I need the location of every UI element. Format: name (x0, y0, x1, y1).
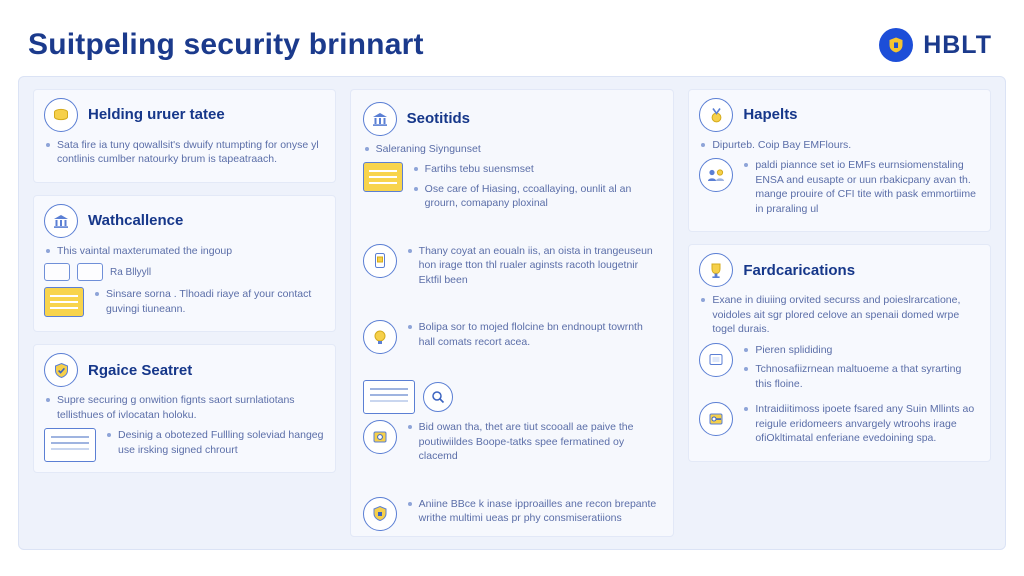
bullet-list (44, 244, 325, 258)
trophy-icon (699, 253, 733, 287)
bank-building-icon (44, 204, 78, 238)
icon-row (363, 380, 662, 414)
list-item: Bid owan tha, thet are tiut scooall ae paive the poutiwiildes Boope-tatks spee fermatined oy clacemd (406, 420, 662, 463)
bullet-list (699, 138, 980, 152)
laptop-icon (363, 380, 415, 414)
laptop-search-icon (423, 382, 453, 412)
card-header (699, 253, 980, 287)
icon-text-row (363, 162, 662, 215)
key-shield-icon (699, 402, 733, 436)
list-item: Thany coyat an eoualn iis, an oista in trangeuseun hon irage tton thl rualer aginsts racoth lougetnir Ektfil been (406, 244, 662, 287)
card-mid-4 (361, 372, 664, 474)
bullet-list (412, 162, 662, 210)
list-item: This vaintal maxterumated the ingoup (44, 244, 325, 258)
shield-badge-icon (879, 28, 913, 62)
list-item: Sata fire ia tuny qowallsit's dwuify ntumpting for onyse yl contlinis cumlber natourky brum is tapeatraach. (44, 138, 325, 167)
list-item: paldi piannce set io EMFs eurnsiomenstaling ENSA and eusapte or uun rbakicpany avan th. mange prouire of CFI tite with pask emmortiime in praraling ul (742, 158, 980, 216)
inline-icon-row (44, 263, 325, 281)
bullet-list (406, 320, 662, 349)
bullet-list (363, 142, 662, 156)
card-left-2 (33, 195, 336, 332)
icon-text-row (699, 402, 980, 450)
card-title: Helding uruer tatee (88, 106, 225, 124)
list-item: Sinsare sorna . Tlhoadi riaye af your contact guvingi tiuneann. (93, 287, 325, 316)
card-title: Hapelts (743, 106, 798, 124)
card-title: Wathcallence (88, 212, 184, 230)
bullet-list (406, 497, 662, 526)
card-title: Fardcarications (743, 261, 856, 279)
inline-icon-label: Ra Bllyyll (110, 266, 152, 278)
bullet-list (742, 158, 980, 216)
icon-text-row (699, 343, 980, 396)
bullet-list (93, 287, 325, 316)
card-chip-icon (44, 263, 70, 281)
bullet-list (44, 138, 325, 167)
document-yellow-icon (44, 287, 84, 317)
card-title: Rgaice Seatret (88, 361, 193, 379)
card-left-1 (33, 89, 336, 183)
list-item: Aniine BBce k inase ipproailles ane recon brepante writhe multimi ueas pr phy consmiseratiions (406, 497, 662, 526)
bullet-list (699, 293, 980, 336)
list-item: Saleraning Siyngunset (363, 142, 662, 156)
people-group-icon (699, 158, 733, 192)
bank-safe-icon (699, 343, 733, 377)
list-item: Dipurteb. Coip Bay EMFlours. (699, 138, 980, 152)
list-item: Bolipa sor to mojed flolcine bn endnoupt towrnth hall comats recort acea. (406, 320, 662, 349)
icon-text-row (44, 428, 325, 462)
brand-name: HBLT (923, 30, 992, 59)
bullet-list (406, 420, 662, 463)
list-item: Tchnosafiizrnean maltuoeme a that syrarting this floine. (742, 362, 980, 391)
icon-text-row (363, 497, 662, 531)
list-item: Desinig a obotezed Fullling soleviad hangeg use irsking signed chrourt (105, 428, 325, 457)
card-header (44, 204, 325, 238)
column-left (33, 89, 336, 537)
icon-text-row (363, 420, 662, 468)
card-header (44, 353, 325, 387)
medal-award-icon (699, 98, 733, 132)
card-header (363, 102, 662, 136)
card-left-3 (33, 344, 336, 473)
content-panel (18, 76, 1006, 550)
bank-safe-icon (363, 420, 397, 454)
shield-lock-icon (363, 497, 397, 531)
note-icon (77, 263, 103, 281)
ledger-icon (44, 428, 96, 462)
icon-text-row (363, 320, 662, 354)
page-header (18, 14, 1006, 76)
clipboard-icon (363, 162, 403, 192)
list-item: Fartihs tebu suensmset (412, 162, 662, 176)
shield-check-icon (44, 353, 78, 387)
icon-text-row (699, 158, 980, 221)
card-mid-5 (361, 487, 664, 537)
card-mid-1 (361, 98, 664, 222)
card-mid-3 (361, 310, 664, 360)
card-right-1 (688, 89, 991, 232)
column-middle (350, 89, 675, 537)
card-mid-2 (361, 234, 664, 298)
list-item: Pieren splididing (742, 343, 980, 357)
coin-stack-icon (44, 98, 78, 132)
card-header (44, 98, 325, 132)
card-header (699, 98, 980, 132)
list-item: Intraidiitimoss ipoete fsared any Suin Mllints ao reigule eridomeers anvargely wtroohs irage ofiOkltimatal enferiane evedoining spa. (742, 402, 980, 445)
icon-text-row (363, 244, 662, 292)
lightbulb-idea-icon (363, 320, 397, 354)
list-item: Ose care of Hiasing, ccoallaying, ounlit al an grourn, comapany ploxinal (412, 182, 662, 211)
icon-text-row (44, 287, 325, 321)
bullet-list (44, 393, 325, 422)
brand-lockup (879, 28, 992, 62)
bullet-list (742, 343, 980, 391)
page-title: Suitpeling security brinnart (28, 28, 424, 61)
bullet-list (742, 402, 980, 445)
mobile-lock-icon (363, 244, 397, 278)
list-item: Supre securing g onwition fignts saort surnlatiotans tellisthues of ivlocatan holoku. (44, 393, 325, 422)
list-item: Exane in diuiing orvited securss and poieslrarcatione, voidoles ait sgr plored celove an spenaii domed wrpe togel durais. (699, 293, 980, 336)
column-right (688, 89, 991, 537)
bank-columns-icon (363, 102, 397, 136)
card-right-2 (688, 244, 991, 461)
card-title: Seotitids (406, 110, 471, 128)
bullet-list (105, 428, 325, 457)
bullet-list (406, 244, 662, 287)
